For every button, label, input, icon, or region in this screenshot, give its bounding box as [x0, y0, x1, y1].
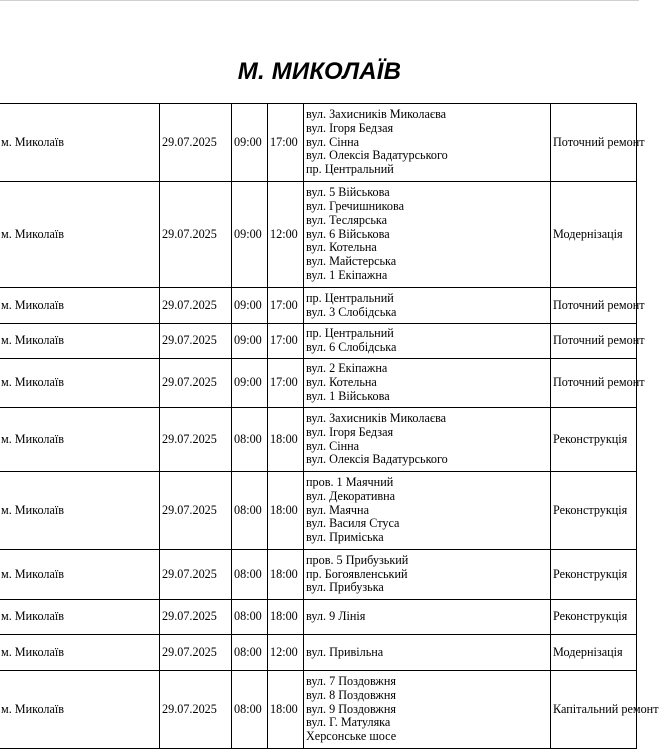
street-name: вул. 3 Слобідська — [306, 304, 397, 319]
street-name: вул. Гречишникова — [306, 199, 405, 213]
street-name: вул. Котельна — [306, 240, 377, 255]
start-time-cell: 08:00 — [232, 635, 268, 671]
street-name: пров. 1 Маячний — [306, 475, 394, 489]
street-name: вул. Г. Матуляка — [306, 715, 391, 730]
page-title: М. МИКОЛАЇВ — [237, 58, 402, 85]
street-name: вул. Прибузька — [306, 580, 384, 595]
table-row — [0, 104, 637, 182]
street-name: вул. Теслярська — [306, 212, 388, 227]
start-time-cell: 09:00 — [232, 359, 268, 408]
city-cell: м. Миколаїв — [0, 288, 160, 324]
table-row — [0, 550, 637, 600]
work-type-cell: Капітальний ремонт — [551, 671, 637, 749]
work-type-cell: Реконструкція — [551, 408, 637, 472]
end-time-cell: 12:00 — [268, 182, 304, 288]
street-name: вул. Майстерська — [306, 254, 397, 269]
table-row — [0, 472, 637, 550]
street-name: вул. Ігоря Бедзая — [306, 120, 394, 135]
streets-cell — [304, 359, 551, 408]
table-row — [0, 600, 637, 635]
date-cell: 29.07.2025 — [160, 359, 232, 408]
date-cell: 29.07.2025 — [160, 408, 232, 472]
city-cell: м. Миколаїв — [0, 182, 160, 288]
table-row — [0, 288, 637, 324]
start-time-cell: 08:00 — [232, 671, 268, 749]
city-cell: м. Миколаїв — [0, 600, 160, 635]
street-name: вул. Сінна — [306, 438, 360, 453]
street-name: вул. 7 Поздовжня — [306, 674, 396, 688]
date-cell: 29.07.2025 — [160, 600, 232, 635]
start-time-cell: 09:00 — [232, 324, 268, 359]
work-type-cell: Модернізація — [551, 635, 637, 671]
city-cell: м. Миколаїв — [0, 472, 160, 550]
streets-cell — [304, 472, 551, 550]
work-type-cell: Реконструкція — [551, 550, 637, 600]
date-cell: 29.07.2025 — [160, 550, 232, 600]
street-name: вул. 9 Поздовжня — [306, 701, 396, 716]
date-cell: 29.07.2025 — [160, 104, 232, 182]
end-time-cell: 18:00 — [268, 671, 304, 749]
street-name: вул. 1 Військова — [306, 388, 390, 403]
street-name: вул. Олексія Вадатурського — [306, 452, 448, 467]
street-name: пр. Центральний — [306, 326, 394, 341]
top-divider — [0, 0, 639, 1]
start-time-cell: 08:00 — [232, 408, 268, 472]
start-time-cell: 08:00 — [232, 600, 268, 635]
table-row — [0, 671, 637, 749]
end-time-cell: 17:00 — [268, 359, 304, 408]
start-time-cell: 08:00 — [232, 472, 268, 550]
city-cell: м. Миколаїв — [0, 324, 160, 359]
street-name: вул. Ігоря Бедзая — [306, 424, 394, 439]
work-type-cell: Поточний ремонт — [551, 324, 637, 359]
streets-cell — [304, 408, 551, 472]
date-cell: 29.07.2025 — [160, 288, 232, 324]
streets-cell — [304, 600, 551, 635]
streets-cell — [304, 288, 551, 324]
street-name: Херсонське шосе — [306, 729, 397, 744]
end-time-cell: 17:00 — [268, 104, 304, 182]
streets-cell — [304, 635, 551, 671]
end-time-cell: 18:00 — [268, 472, 304, 550]
end-time-cell: 18:00 — [268, 408, 304, 472]
street-name: вул. Захисників Миколаєва — [306, 410, 447, 425]
outage-table-body — [0, 104, 659, 749]
end-time-cell: 17:00 — [268, 324, 304, 359]
city-cell: м. Миколаїв — [0, 359, 160, 408]
work-type-cell: Поточний ремонт — [551, 359, 637, 408]
start-time-cell: 08:00 — [232, 550, 268, 600]
table-row — [0, 635, 637, 671]
date-cell: 29.07.2025 — [160, 635, 232, 671]
street-name: вул. 8 Поздовжня — [306, 687, 396, 702]
streets-cell — [304, 182, 551, 288]
work-type-cell: Реконструкція — [551, 472, 637, 550]
work-type-cell: Модернізація — [551, 182, 637, 288]
work-type-cell: Реконструкція — [551, 600, 637, 635]
end-time-cell: 18:00 — [268, 550, 304, 600]
end-time-cell: 18:00 — [268, 600, 304, 635]
date-cell: 29.07.2025 — [160, 671, 232, 749]
streets-cell — [304, 104, 551, 182]
street-name: вул. Котельна — [306, 375, 377, 390]
streets-cell — [304, 324, 551, 359]
start-time-cell: 09:00 — [232, 104, 268, 182]
start-time-cell: 09:00 — [232, 288, 268, 324]
work-type-cell: Поточний ремонт — [551, 288, 637, 324]
street-name: вул. Декоративна — [306, 488, 396, 503]
date-cell: 29.07.2025 — [160, 324, 232, 359]
street-name: вул. 1 Екіпажна — [306, 267, 388, 282]
table-row — [0, 408, 637, 472]
street-name: пр. Центральний — [306, 162, 394, 177]
outage-schedule-table — [0, 103, 659, 749]
table-row — [0, 182, 637, 288]
street-name: вул. 5 Військова — [306, 185, 390, 200]
street-name: вул. Сінна — [306, 134, 360, 149]
street-name: вул. 6 Військова — [306, 226, 390, 241]
street-name: вул. Привільна — [306, 644, 384, 659]
streets-cell — [304, 550, 551, 600]
work-type-cell: Поточний ремонт — [551, 104, 637, 182]
city-cell: м. Миколаїв — [0, 104, 160, 182]
date-cell: 29.07.2025 — [160, 182, 232, 288]
street-name: вул. 6 Слобідська — [306, 340, 397, 354]
street-name: пр. Центральний — [306, 290, 394, 305]
street-name: вул. Олексія Вадатурського — [306, 148, 448, 163]
city-cell: м. Миколаїв — [0, 408, 160, 472]
end-time-cell: 17:00 — [268, 288, 304, 324]
street-name: вул. Маячна — [306, 502, 369, 517]
street-name: вул. Василя Стуса — [306, 516, 400, 531]
city-cell: м. Миколаїв — [0, 550, 160, 600]
street-name: пров. 5 Прибузький — [306, 552, 409, 567]
streets-cell — [304, 671, 551, 749]
table-row — [0, 324, 637, 359]
street-name: вул. 2 Екіпажна — [306, 361, 388, 376]
street-name: вул. 9 Лінія — [306, 609, 366, 624]
date-cell: 29.07.2025 — [160, 472, 232, 550]
street-name: пр. Богоявленський — [306, 566, 408, 581]
end-time-cell: 12:00 — [268, 635, 304, 671]
street-name: вул. Приміська — [306, 530, 384, 545]
table-row — [0, 359, 637, 408]
street-name: вул. Захисників Миколаєва — [306, 107, 447, 121]
city-cell: м. Миколаїв — [0, 635, 160, 671]
start-time-cell: 09:00 — [232, 182, 268, 288]
city-cell: м. Миколаїв — [0, 671, 160, 749]
